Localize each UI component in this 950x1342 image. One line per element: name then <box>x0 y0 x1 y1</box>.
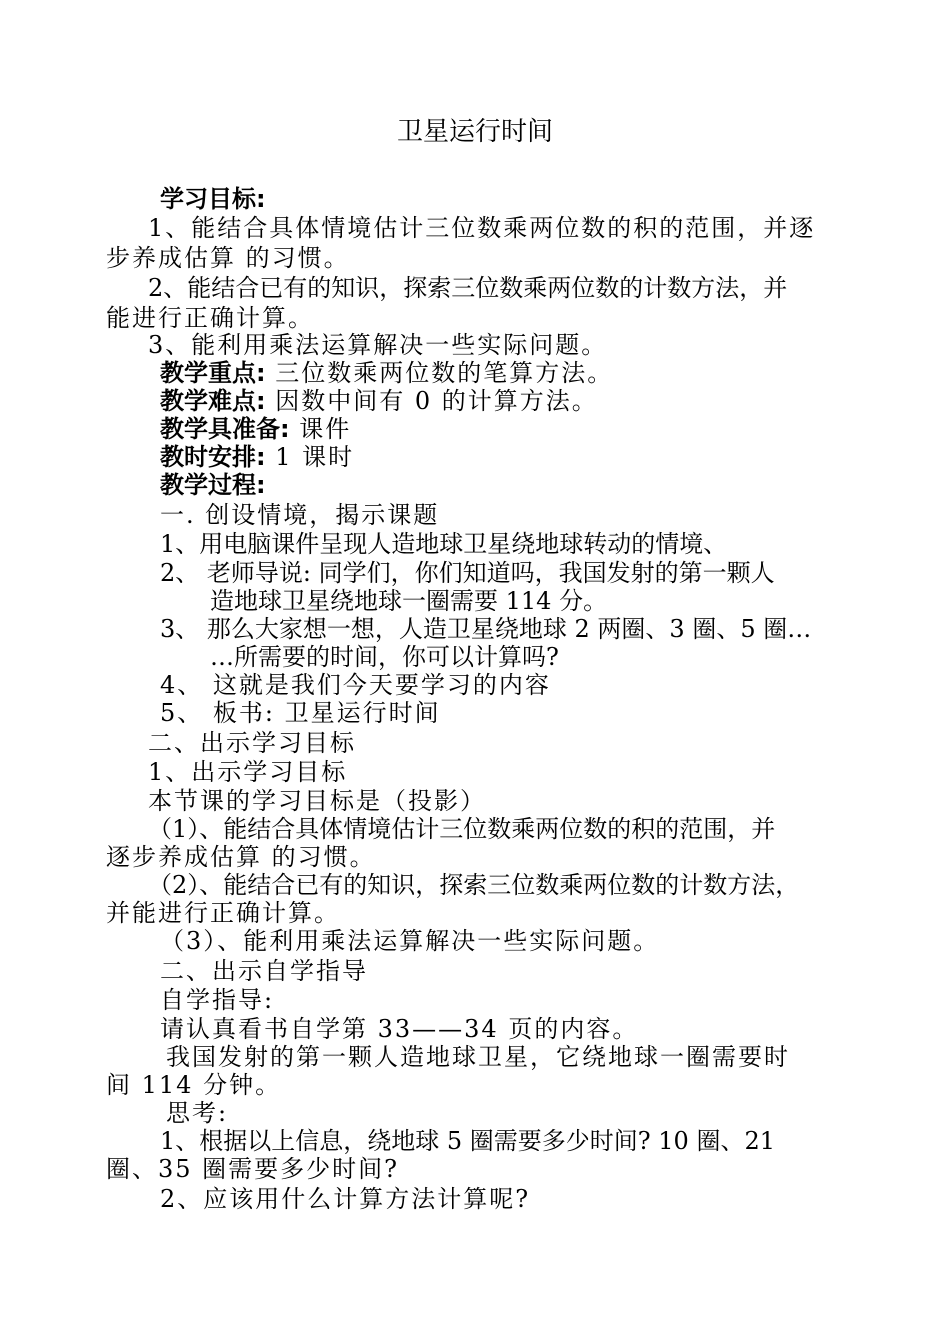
materials-label: 教学具准备: <box>160 415 290 443</box>
objective-1-line-2: 步养成估算 的习惯。 <box>106 244 350 272</box>
think-label: 思考: <box>166 1099 229 1127</box>
section-1-item-3-line-1: 3、 那么大家想一想，人造卫星绕地球 2 两圈、3 圈、5 圈… <box>160 615 812 643</box>
section-2-item-1-line-1: （1）、能结合具体情境估计三位数乘两位数的积的范围，并 <box>148 815 776 843</box>
section-1-item-2-line-2: 造地球卫星绕地球一圈需要 114 分。 <box>210 587 608 615</box>
section-2-heading: 二、出示学习目标 <box>148 729 356 757</box>
key-point-value: 三位数乘两位数的笔算方法。 <box>265 359 614 387</box>
difficulty-row <box>160 386 598 416</box>
section-2-item-3: （3）、能利用乘法运算解决一些实际问题。 <box>160 927 660 955</box>
section-2-item-1-line-2: 逐步养成估算 的习惯。 <box>106 843 376 871</box>
question-1-line-2: 圈、35 圈需要多少时间? <box>106 1155 400 1183</box>
section-1-item-2-line-1: 2、 老师导说: 同学们，你们知道吗，我国发射的第一颗人 <box>160 559 775 587</box>
key-point-row <box>160 358 613 388</box>
section-1-item-5: 5、 板书: 卫星运行时间 <box>160 699 441 727</box>
materials-row <box>160 414 351 444</box>
section-1-item-3-line-2: …所需要的时间，你可以计算吗? <box>210 643 559 671</box>
section-1-item-1: 1、用电脑课件呈现人造地球卫星绕地球转动的情境、 <box>160 530 728 558</box>
schedule-value: 1 课时 <box>265 443 355 471</box>
process-heading: 教学过程: <box>160 471 266 499</box>
objective-1-line-1: 1、能结合具体情境估计三位数乘两位数的积的范围，并逐 <box>148 214 816 242</box>
section-1-heading: 一. 创设情境，揭示课题 <box>160 501 440 529</box>
schedule-row <box>160 442 354 472</box>
section-2-sub: 1、出示学习目标 <box>148 758 348 786</box>
question-2: 2、应该用什么计算方法计算呢? <box>160 1185 531 1213</box>
objective-3: 3、能利用乘法运算解决一些实际问题。 <box>148 331 608 359</box>
info-line-1: 我国发射的第一颗人造地球卫星，它绕地球一圈需要时 <box>166 1043 790 1071</box>
info-line-2: 间 114 分钟。 <box>106 1071 282 1099</box>
section-1-item-4: 4、 这就是我们今天要学习的内容 <box>160 671 551 699</box>
materials-value: 课件 <box>289 415 352 443</box>
section-2-item-2-line-2: 并能进行正确计算。 <box>106 899 340 927</box>
schedule-label: 教时安排: <box>160 443 266 471</box>
difficulty-label: 教学难点: <box>160 387 266 415</box>
self-study-label: 自学指导: <box>160 986 275 1014</box>
objectives-heading: 学习目标: <box>160 185 266 213</box>
self-study-guide: 请认真看书自学第 33——34 页的内容。 <box>160 1015 639 1043</box>
page-title: 卫星运行时间 <box>396 117 553 147</box>
objective-2-line-1: 2、能结合已有的知识，探索三位数乘两位数的计数方法，并 <box>148 274 788 302</box>
section-2-intro: 本节课的学习目标是（投影） <box>148 787 486 815</box>
question-1-line-1: 1、根据以上信息，绕地球 5 圈需要多少时间? 10 圈、21 <box>160 1127 775 1155</box>
section-3-heading: 二、出示自学指导 <box>160 957 368 985</box>
difficulty-value: 因数中间有 0 的计算方法。 <box>265 387 598 415</box>
objective-2-line-2: 能进行正确计算。 <box>106 304 314 332</box>
section-2-item-2-line-1: （2）、能结合已有的知识，探索三位数乘两位数的计数方法， <box>148 871 800 899</box>
key-point-label: 教学重点: <box>160 359 266 387</box>
